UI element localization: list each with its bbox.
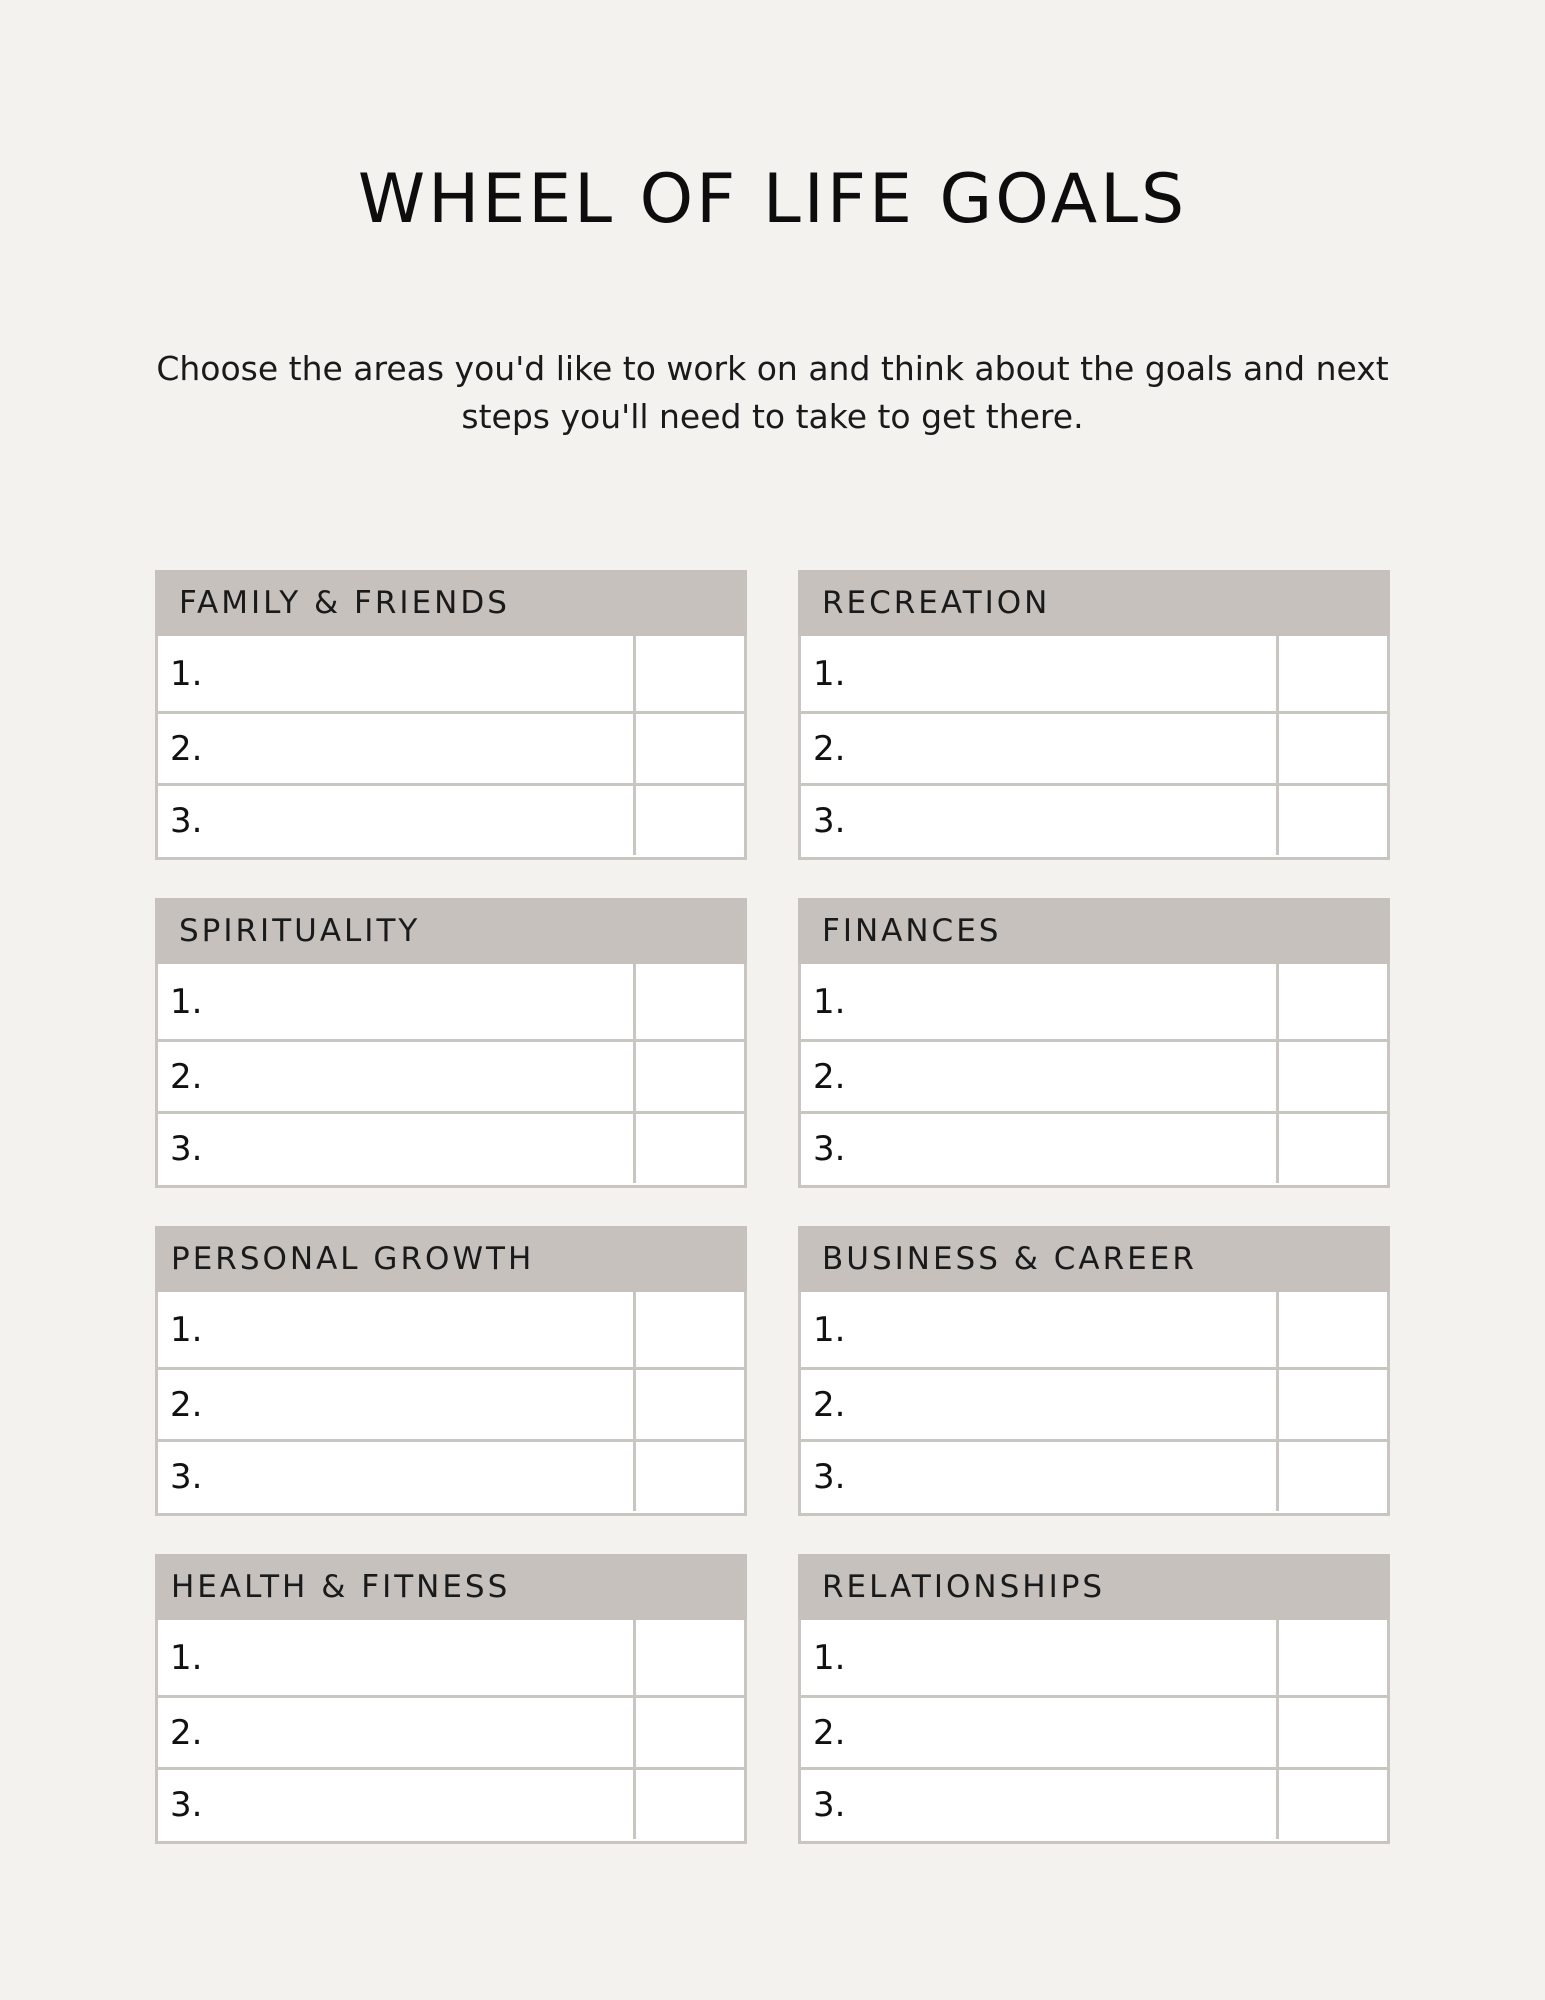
goal-cell[interactable]: 2. [801, 1698, 1279, 1767]
goal-row [801, 1767, 1387, 1839]
section-heading: FAMILY & FRIENDS [155, 570, 747, 636]
section-heading: SPIRITUALITY [155, 898, 747, 964]
goal-cell[interactable]: 1. [158, 636, 636, 711]
section-heading: FINANCES [798, 898, 1390, 964]
goal-table [155, 964, 747, 1188]
goal-row [158, 1111, 744, 1183]
goal-check-cell[interactable] [1279, 1770, 1387, 1839]
goal-row [158, 783, 744, 855]
goal-row [801, 636, 1387, 711]
section-health-fitness [155, 1554, 747, 1844]
section-personal-growth [155, 1226, 747, 1516]
goal-row [158, 1695, 744, 1767]
page-title: WHEEL OF LIFE GOALS [357, 160, 1188, 239]
goal-table [798, 1620, 1390, 1844]
goal-cell[interactable]: 3. [801, 1770, 1279, 1839]
goal-cell[interactable]: 1. [158, 1620, 636, 1695]
goal-row [801, 1695, 1387, 1767]
goal-check-cell[interactable] [1279, 964, 1387, 1039]
section-heading: HEALTH & FITNESS [155, 1554, 747, 1620]
goal-check-cell[interactable] [636, 1698, 744, 1767]
goal-check-cell[interactable] [636, 1370, 744, 1439]
goal-row [801, 1292, 1387, 1367]
goal-row [158, 1620, 744, 1695]
goal-cell[interactable]: 3. [158, 1114, 636, 1183]
goal-row [158, 1292, 744, 1367]
section-heading: PERSONAL GROWTH [155, 1226, 747, 1292]
goal-cell[interactable]: 1. [801, 1292, 1279, 1367]
goal-check-cell[interactable] [636, 964, 744, 1039]
goal-check-cell[interactable] [1279, 1042, 1387, 1111]
goal-row [801, 783, 1387, 855]
goal-row [158, 636, 744, 711]
section-finances [798, 898, 1390, 1188]
section-recreation [798, 570, 1390, 860]
goal-row [801, 1439, 1387, 1511]
goal-cell[interactable]: 1. [801, 1620, 1279, 1695]
goal-cell[interactable]: 1. [158, 964, 636, 1039]
goal-row [801, 1039, 1387, 1111]
goal-cell[interactable]: 3. [801, 786, 1279, 855]
page-instructions: Choose the areas you'd like to work on and think about the goals and next steps you'll need to take to get there. [156, 349, 1389, 436]
goal-row [801, 1111, 1387, 1183]
goal-check-cell[interactable] [636, 1114, 744, 1183]
goal-check-cell[interactable] [1279, 1292, 1387, 1367]
section-family-friends [155, 570, 747, 860]
goal-check-cell[interactable] [1279, 1370, 1387, 1439]
section-relationships [798, 1554, 1390, 1844]
section-spirituality [155, 898, 747, 1188]
goal-table [798, 1292, 1390, 1516]
section-business-career [798, 1226, 1390, 1516]
goal-check-cell[interactable] [636, 1442, 744, 1511]
goal-check-cell[interactable] [636, 1042, 744, 1111]
goal-check-cell[interactable] [1279, 786, 1387, 855]
goal-row [801, 964, 1387, 1039]
goal-cell[interactable]: 2. [801, 714, 1279, 783]
goal-check-cell[interactable] [636, 786, 744, 855]
goal-check-cell[interactable] [1279, 1442, 1387, 1511]
goal-cell[interactable]: 2. [158, 1698, 636, 1767]
goal-row [158, 1039, 744, 1111]
goal-cell[interactable]: 1. [801, 964, 1279, 1039]
goal-table [798, 636, 1390, 860]
goal-row [158, 1367, 744, 1439]
goal-check-cell[interactable] [1279, 1620, 1387, 1695]
goal-check-cell[interactable] [1279, 1114, 1387, 1183]
goal-cell[interactable]: 2. [158, 1042, 636, 1111]
section-heading: BUSINESS & CAREER [798, 1226, 1390, 1292]
goal-cell[interactable]: 3. [801, 1114, 1279, 1183]
goal-table [155, 1620, 747, 1844]
goal-check-cell[interactable] [1279, 714, 1387, 783]
goal-row [158, 711, 744, 783]
goal-cell[interactable]: 3. [158, 1770, 636, 1839]
goal-check-cell[interactable] [636, 1620, 744, 1695]
goal-check-cell[interactable] [636, 714, 744, 783]
goal-row [801, 711, 1387, 783]
goal-cell[interactable]: 3. [158, 786, 636, 855]
goal-table [155, 1292, 747, 1516]
goal-row [158, 1767, 744, 1839]
goal-table [155, 636, 747, 860]
goal-cell[interactable]: 3. [158, 1442, 636, 1511]
goal-cell[interactable]: 2. [801, 1042, 1279, 1111]
goal-cell[interactable]: 3. [801, 1442, 1279, 1511]
goal-check-cell[interactable] [1279, 1698, 1387, 1767]
goal-row [158, 964, 744, 1039]
section-heading: RECREATION [798, 570, 1390, 636]
section-heading: RELATIONSHIPS [798, 1554, 1390, 1620]
goal-check-cell[interactable] [636, 636, 744, 711]
goal-cell[interactable]: 1. [158, 1292, 636, 1367]
goal-cell[interactable]: 2. [158, 714, 636, 783]
goal-row [158, 1439, 744, 1511]
goal-cell[interactable]: 2. [801, 1370, 1279, 1439]
goal-row [801, 1367, 1387, 1439]
goal-table [798, 964, 1390, 1188]
goal-cell[interactable]: 1. [801, 636, 1279, 711]
goal-check-cell[interactable] [636, 1292, 744, 1367]
goal-check-cell[interactable] [1279, 636, 1387, 711]
goal-check-cell[interactable] [636, 1770, 744, 1839]
goal-cell[interactable]: 2. [158, 1370, 636, 1439]
goal-row [801, 1620, 1387, 1695]
